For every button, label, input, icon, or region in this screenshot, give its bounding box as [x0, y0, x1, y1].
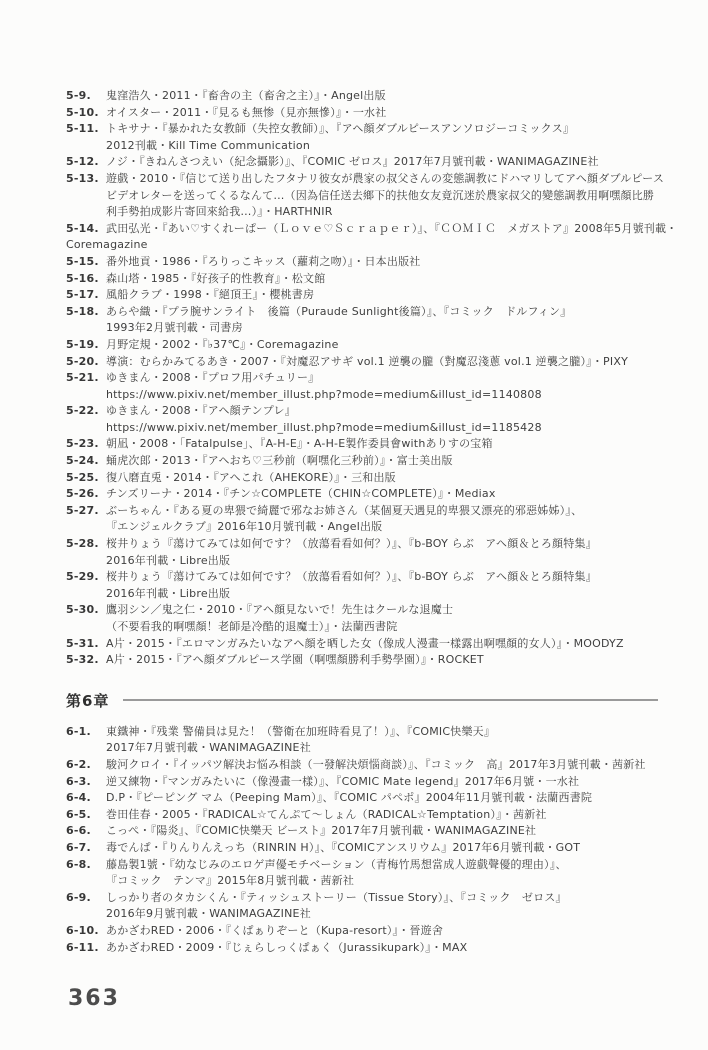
entry-number: 5-28. — [66, 537, 99, 551]
reference-entry — [66, 536, 658, 569]
entry-text: あかざわRED・2009・『じぇらしっくぱぁく（Jurassikupark）』・MAX — [106, 940, 468, 954]
entry-text: 月野定規・2002・『♭37℃』・Coremagazine — [106, 337, 339, 351]
entry-text: 駿河クロイ・『イッパツ解決お悩み相談（一發解決煩惱商談）』、『コミック 高』2017年3月號刊載・茜新社 — [106, 757, 646, 771]
chapter-6-references — [66, 690, 658, 956]
entry-line — [66, 940, 658, 957]
reference-entry — [66, 436, 658, 453]
entry-line — [66, 890, 658, 907]
page-number: 363 — [68, 986, 120, 1011]
entry-text: ぶーちゃん・『ある夏の卑猥で綺麗で邪なお姉さん（某個夏天遇見的卑猥又漂亮的邪惡姊姊）』、 — [106, 503, 583, 517]
entry-continuation-line: 2012刊載・Kill Time Communication — [106, 138, 310, 152]
entry-number: 5-30. — [66, 603, 99, 617]
entry-line — [66, 790, 658, 807]
entry-line — [66, 724, 658, 741]
entry-continuation-line: 利手勢拍成影片寄回來給我…）』・HARTHNIR — [106, 205, 333, 219]
reference-entry — [66, 254, 658, 271]
entry-text: 逆又練物・『マンガみたいに（像漫畫一樣）』、『COMIC Mate legend』2017年6月號・一水社 — [106, 774, 580, 788]
chapter-heading: 第6章 — [66, 691, 110, 710]
entry-line — [66, 453, 658, 470]
entry-number: 6-7. — [66, 840, 91, 854]
reference-entry — [66, 602, 658, 635]
entry-number: 5-18. — [66, 304, 99, 318]
reference-entry — [66, 370, 658, 403]
entry-text: 復八磨直兎・2014・『アヘこれ（AHEKORE）』・三和出版 — [106, 470, 396, 484]
reference-entry — [66, 337, 658, 354]
entry-continuation-line: https://www.pixiv.net/member_illust.php?mode=medium&illust_id=1140808 — [106, 387, 542, 401]
reference-entry — [66, 503, 658, 536]
entry-number: 6-3. — [66, 774, 91, 788]
entry-number: 5-12. — [66, 155, 99, 169]
entry-line — [66, 254, 658, 271]
entry-text: 毒でんぱ・『りんりんえっち（RINRIN H）』、『COMICアンスリウム』2017年6月號刊載・GOT — [106, 840, 581, 854]
entry-text: 藤島製1號・『幼なじみのエロゲ声優モチベーション（青梅竹馬想當成人遊戲聲優的理由）』、 — [106, 857, 567, 871]
entry-text: しっかり者のタカシくん・『ティッシュストーリー（Tissue Story）』、『コミック ゼロス』 — [106, 890, 567, 904]
reference-entry — [66, 354, 658, 371]
reference-entry — [66, 121, 658, 154]
entry-text: 桜井りょう『蕩けてみては如何です？（放蕩看看如何？）』、『b-BOY らぶ アヘ顔＆とろ顔特集』 — [106, 570, 597, 584]
entry-number: 6-5. — [66, 807, 91, 821]
entry-line — [66, 221, 678, 238]
entry-text: こっぺ・『陽炎』、『COMIC快樂天 ビースト』2017年7月號刊載・WANIMAGAZINE社 — [106, 824, 537, 838]
entry-number: 5-16. — [66, 271, 99, 285]
entry-text: D.P・『ピーピング マム（Peeping Mam）』、『COMIC パペポ』2004年11月號刊載・法蘭西書院 — [106, 791, 593, 805]
entry-text: 蛹虎次郎・2013・『アヘおち♡三秒前（啊嘿化三秒前）』・富士美出版 — [106, 454, 453, 468]
entry-text: あらや織・『プラ腕サンライト 後篇（Puraude Sunlight後篇）』、『コミック ドルフィン』 — [106, 304, 572, 318]
reference-entry — [66, 757, 658, 774]
reference-entry — [66, 823, 658, 840]
entry-number: 5-11. — [66, 122, 99, 136]
entry-line — [66, 636, 658, 653]
entry-number: 6-2. — [66, 757, 91, 771]
entry-line — [66, 840, 658, 857]
entry-number: 5-29. — [66, 570, 99, 584]
entry-number: 5-26. — [66, 487, 99, 501]
reference-entry — [66, 88, 658, 105]
entry-line — [66, 857, 658, 874]
entry-number: 5-25. — [66, 470, 99, 484]
entry-number: 6-6. — [66, 824, 91, 838]
entry-line — [66, 337, 658, 354]
entry-line — [66, 486, 658, 503]
entry-number: 6-1. — [66, 724, 91, 738]
entry-number: 5-21. — [66, 371, 99, 385]
entry-number: 5-27. — [66, 503, 99, 517]
entry-continuation-line: 『エンジェルクラブ』2016年10月號刊載・Angel出版 — [106, 520, 383, 534]
entry-number: 5-13. — [66, 171, 99, 185]
entry-text: 森山塔・1985・『好孩子的性教育』・松文館 — [106, 271, 326, 285]
entry-continuation-line: 『コミック テンマ』2015年8月號刊載・茜新社 — [106, 874, 355, 888]
entry-number: 5-22. — [66, 404, 99, 418]
entry-line — [66, 923, 658, 940]
entry-number: 5-15. — [66, 254, 99, 268]
entry-line — [66, 436, 658, 453]
reference-entry — [66, 857, 658, 890]
entry-line — [66, 503, 658, 520]
entry-number: 6-11. — [66, 940, 99, 954]
entry-text: 桜井りょう『蕩けてみては如何です？（放蕩看看如何？）』、『b-BOY らぶ アヘ顔＆とろ顔特集』 — [106, 537, 597, 551]
entry-continuation-line: 2017年7月號刊載・WANIMAGAZINE社 — [106, 741, 311, 755]
reference-entry — [66, 890, 658, 923]
entry-line — [66, 470, 658, 487]
entry-text: オイスター・2011・『見るも無惨（見亦無慘）』・一水社 — [106, 105, 387, 119]
entry-continuation-line: 2016年9月號刊載・WANIMAGAZINE社 — [106, 907, 311, 921]
heading-rule — [123, 699, 658, 701]
entry-text: トキサナ・『暴かれた女教師（失控女教師）』、『アヘ顔ダブルピースアンソロジーコミックス』 — [106, 122, 575, 136]
entry-line — [66, 757, 658, 774]
reference-entry — [66, 774, 658, 791]
entry-text: チンズリーナ・2014・『チン☆COMPLETE（CHIN☆COMPLETE）』・Mediax — [106, 487, 496, 501]
entry-continuation-line: 2016年刊載・Libre出版 — [106, 586, 231, 600]
entry-number: 5-24. — [66, 454, 99, 468]
reference-entry — [66, 652, 658, 669]
entry-text: 番外地貢・1986・『ろりっこキッス（蘿莉之吻）』・日本出版社 — [106, 254, 421, 268]
reference-entry — [66, 840, 658, 857]
entry-line — [66, 370, 658, 387]
entry-number: 5-17. — [66, 288, 99, 302]
entry-text: あかざわRED・2006・『くぱぁりぞーと（Kupa-resort）』・晉遊舍 — [106, 923, 444, 937]
entry-number: 5-9. — [66, 89, 91, 102]
reference-entry — [66, 154, 658, 171]
entry-text: 朝凪・2008・「Fatalpulse」、『A-H-E』・A-H-E製作委員會withありすの宝箱 — [106, 437, 493, 451]
entry-line — [66, 652, 658, 669]
entry-line — [66, 304, 658, 321]
entry-number: 5-23. — [66, 437, 99, 451]
entry-number: 5-14. — [66, 221, 99, 235]
entry-line — [66, 121, 658, 138]
entry-line — [66, 569, 658, 586]
reference-sections — [66, 88, 678, 956]
entry-number: 5-31. — [66, 636, 99, 650]
entry-continuation-line: https://www.pixiv.net/member_illust.php?mode=medium&illust_id=1185428 — [106, 420, 542, 434]
entry-text: ゆきまん・2008・『アヘ顔テンプレ』 — [106, 404, 296, 418]
reference-entry — [66, 453, 658, 470]
entry-continuation-line: （不要看我的啊嘿顏！老師是冷酷的退魔士）』・法蘭西書院 — [106, 620, 398, 633]
entry-text: 風船クラブ・1998・『絕頂王』・櫻桃書房 — [106, 288, 315, 302]
entry-text: ゆきまん・2008・『プロフ用パチュリー』 — [106, 371, 320, 385]
entry-number: 5-10. — [66, 105, 99, 119]
entry-number: 6-9. — [66, 890, 91, 904]
entry-line — [66, 354, 658, 371]
entry-number: 6-10. — [66, 923, 99, 937]
entry-text: 東鐵神・『残業 警備員は見た！（警衛在加班時看見了！）』、『COMIC快樂天』 — [106, 724, 496, 738]
entry-line — [66, 823, 658, 840]
reference-entry — [66, 403, 658, 436]
entry-number: 6-4. — [66, 791, 91, 805]
entry-line — [66, 88, 658, 105]
reference-entry — [66, 724, 658, 757]
entry-continuation-line: 1993年2月號刊載・司書房 — [106, 321, 243, 335]
chapter-5-references — [66, 88, 678, 669]
entry-text: 武田弘光・『あい♡すくれーぱー（Ｌｏｖｅ♡Ｓｃｒａｐｅｒ）』、『ＣＯＭＩＣ メガストア』2008年5月號刊載・ — [106, 221, 678, 235]
entry-line — [66, 807, 658, 824]
entry-line — [66, 536, 658, 553]
entry-line — [66, 774, 658, 791]
reference-entry — [66, 271, 658, 288]
entry-number: 5-32. — [66, 653, 99, 667]
reference-entry — [66, 221, 678, 254]
entry-text: 巻田佳春・2005・『RADICAL☆てんぷて〜しょん（RADICAL☆Temptation）』・茜新社 — [106, 807, 547, 821]
entry-text: 鬼窪浩久・2011・『畜舎の主（畜舍之主）』・Angel出版 — [106, 89, 386, 102]
entry-continuation-line: 2016年刊載・Libre出版 — [106, 553, 231, 567]
reference-entry — [66, 171, 665, 221]
entry-line — [66, 287, 658, 304]
entry-line — [66, 403, 658, 420]
entry-number: 6-8. — [66, 857, 91, 871]
entry-text: A片・2015・『エロマンガみたいなアヘ顔を晒した女（像成人漫畫一樣露出啊嘿顏的女人）』・MOODYZ — [106, 636, 624, 650]
reference-entry — [66, 304, 658, 337]
entry-text: 遊戲・2010・『信じて送り出したフタナリ彼女が農家の叔父さんの変態調教にドハマリしてアヘ顔ダブルピース — [106, 171, 665, 185]
entry-line — [66, 154, 658, 171]
entry-line — [66, 602, 658, 619]
reference-entry — [66, 569, 658, 602]
reference-entry — [66, 790, 658, 807]
entry-text: A片・2015・『アヘ顔ダブルピース学園（啊嘿顏勝利手勢學園）』・ROCKET — [106, 653, 484, 667]
reference-entry — [66, 940, 658, 957]
entry-text: ノジ・『きねんさつえい（紀念攝影）』、『COMIC ゼロス』2017年7月號刊載・WANIMAGAZINE社 — [106, 155, 599, 169]
entry-number: 5-20. — [66, 354, 99, 368]
entry-text: 鷹羽シン／鬼之仁・2010・『アヘ顔見ないで！先生はクールな退魔士 — [106, 603, 454, 617]
entry-continuation-line: Coremagazine — [66, 238, 148, 252]
reference-entry — [66, 923, 658, 940]
reference-entry — [66, 470, 658, 487]
entry-continuation-line: ビデオレターを送ってくるなんて…（因為信任送去鄉下的扶他女友竟沉迷於農家叔父的變態調教用啊嘿顏比勝 — [106, 188, 655, 202]
reference-entry — [66, 636, 658, 653]
entry-number: 5-19. — [66, 337, 99, 351]
reference-entry — [66, 807, 658, 824]
entry-line — [66, 105, 658, 122]
reference-entry — [66, 486, 658, 503]
entry-line — [66, 171, 665, 188]
chapter-heading-row — [66, 690, 658, 711]
entry-text: 導演：むらかみてるあき・2007・『対魔忍アサギ vol.1 逆襲の朧（對魔忍淺蔥 vol.1 逆襲之朧）』・PIXY — [106, 354, 628, 368]
reference-list — [66, 88, 678, 956]
reference-entry — [66, 287, 658, 304]
entry-line — [66, 271, 658, 288]
reference-entry — [66, 105, 658, 122]
